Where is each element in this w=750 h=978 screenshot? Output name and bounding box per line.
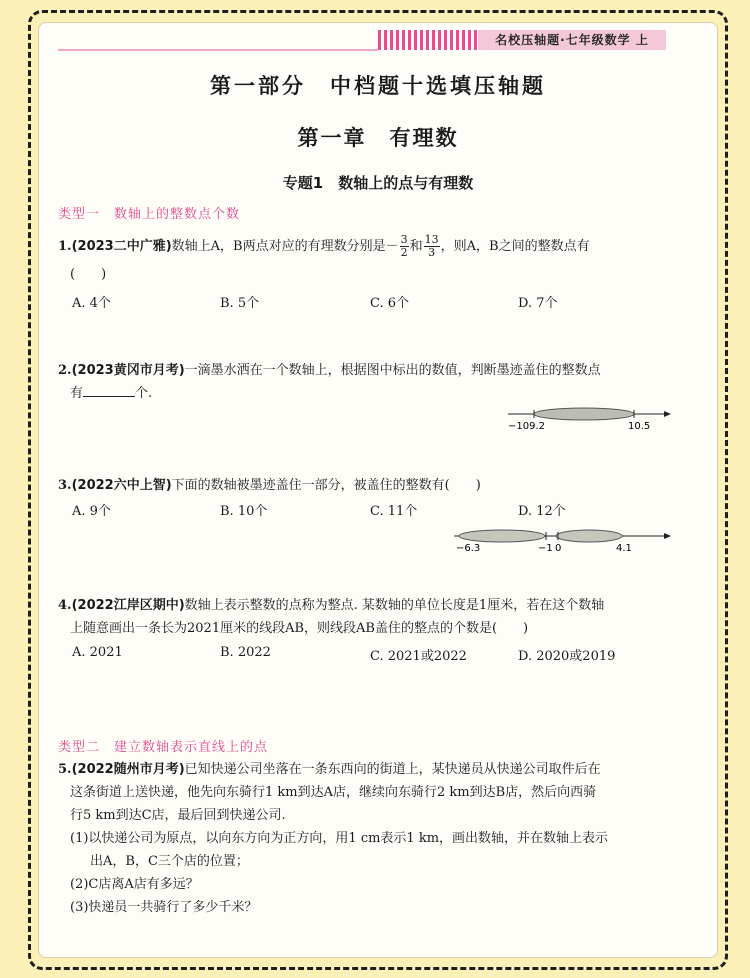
sub-question-3: (3)快递员一共骑行了多少千米？	[70, 900, 258, 915]
header-tag: 名校压轴题·七年级数学 上	[478, 30, 666, 50]
number-line-figure-q2	[500, 402, 680, 432]
axis-label-right: 10.5	[628, 421, 651, 432]
question-text: 数轴上A，B两点对应的有理数分别是－	[171, 239, 399, 254]
question-text: 有	[70, 386, 84, 401]
question-2-line1	[58, 362, 601, 380]
option-b[interactable]: B. 10个	[220, 504, 268, 519]
question-text: 个.	[135, 386, 153, 401]
option-a[interactable]: A. 4个	[72, 296, 111, 311]
question-number: 2.	[58, 363, 72, 378]
option-d[interactable]: D. 7个	[518, 296, 558, 311]
option-c[interactable]: C. 11个	[370, 504, 418, 519]
ink-blot-left	[459, 530, 545, 542]
axis-label-left: −109.2	[508, 421, 546, 432]
question-number: 4.	[58, 598, 72, 613]
part-title: 第一部分 中档题十选填压轴题	[210, 73, 546, 98]
question-number: 5.	[58, 762, 72, 777]
answer-paren[interactable]: ( )	[70, 267, 107, 282]
question-source: (2023黄冈市月考)	[71, 363, 185, 378]
question-5-line3: 行5 km到达C店，最后回到快递公司.	[70, 808, 286, 823]
header-rule	[58, 49, 378, 51]
option-b[interactable]: B. 2022	[220, 645, 271, 660]
question-text: ，则A，B之间的整数点有	[440, 239, 590, 254]
axis-arrow	[664, 411, 671, 417]
section-heading-type2: 类型二 建立数轴表示直线上的点	[58, 740, 269, 755]
axis-label: −1	[538, 543, 553, 554]
fraction	[424, 234, 440, 259]
option-a[interactable]: A. 9个	[72, 504, 111, 519]
axis-label: 0	[555, 543, 562, 554]
fraction-numerator: 3	[400, 233, 408, 246]
question-5-line1	[58, 761, 601, 779]
axis-label: −6.3	[456, 543, 481, 554]
ink-blot-right	[556, 530, 622, 542]
fraction-denominator: 2	[400, 246, 408, 259]
chapter-title: 第一章 有理数	[297, 126, 459, 150]
axis-label: 4.1	[616, 543, 632, 554]
question-source: (2022江岸区期中)	[71, 598, 185, 613]
header-stripes	[378, 30, 478, 50]
question-text: 下面的数轴被墨迹盖住一部分，被盖住的整数有( )	[171, 478, 481, 493]
question-source: (2022随州市月考)	[71, 762, 185, 777]
question-4-line2: 上随意画出一条长为2021厘米的线段AB，则线段AB盖住的整点的个数是( )	[70, 621, 529, 636]
option-c[interactable]: C. 6个	[370, 296, 410, 311]
question-text: 已知快递公司坐落在一条东西向的街道上，某快递员从快递公司取件后在	[184, 762, 601, 777]
option-a[interactable]: A. 2021	[72, 645, 123, 660]
question-text: 和	[409, 239, 423, 254]
sub-question-2: (2)C店离A店有多远？	[70, 877, 199, 892]
question-1-line1	[58, 234, 590, 259]
topic-title: 专题1 数轴上的点与有理数	[282, 174, 474, 192]
fraction-numerator: 13	[424, 233, 439, 246]
question-4-line1	[58, 597, 604, 615]
question-source: (2022六中上智)	[71, 478, 172, 493]
question-number: 3.	[58, 478, 72, 493]
sub-question-1: (1)以快递公司为原点，以向东方向为正方向，用1 cm表示1 km，画出数轴，并在数轴上表示	[70, 831, 609, 846]
option-d[interactable]: D. 12个	[518, 504, 566, 519]
answer-blank[interactable]	[83, 385, 135, 397]
ink-blot	[534, 408, 634, 420]
question-3-line1	[58, 477, 481, 495]
axis-arrow	[664, 533, 671, 539]
fraction-denominator: 3	[428, 246, 436, 259]
option-b[interactable]: B. 5个	[220, 296, 260, 311]
sub-question-1-cont: 出A，B，C三个店的位置；	[90, 854, 249, 869]
question-source: (2023二中广雅)	[71, 239, 172, 254]
number-line-figure-q3	[450, 522, 680, 554]
option-c[interactable]: C. 2021或2022	[370, 649, 467, 664]
question-2-line2	[70, 385, 152, 403]
option-d[interactable]: D. 2020或2019	[518, 649, 616, 664]
question-text: 一滴墨水洒在一个数轴上，根据图中标出的数值，判断墨迹盖住的整数点	[184, 363, 601, 378]
section-heading-type1: 类型一 数轴上的整数点个数	[58, 207, 241, 222]
question-text: 数轴上表示整数的点称为整点. 某数轴的单位长度是1厘米，若在这个数轴	[184, 598, 605, 613]
question-number: 1.	[58, 239, 72, 254]
fraction	[400, 234, 409, 259]
question-5-line2: 这条街道上送快递，他先向东骑行1 km到达A店，继续向东骑行2 km到达B店，然后向西骑	[70, 785, 597, 800]
